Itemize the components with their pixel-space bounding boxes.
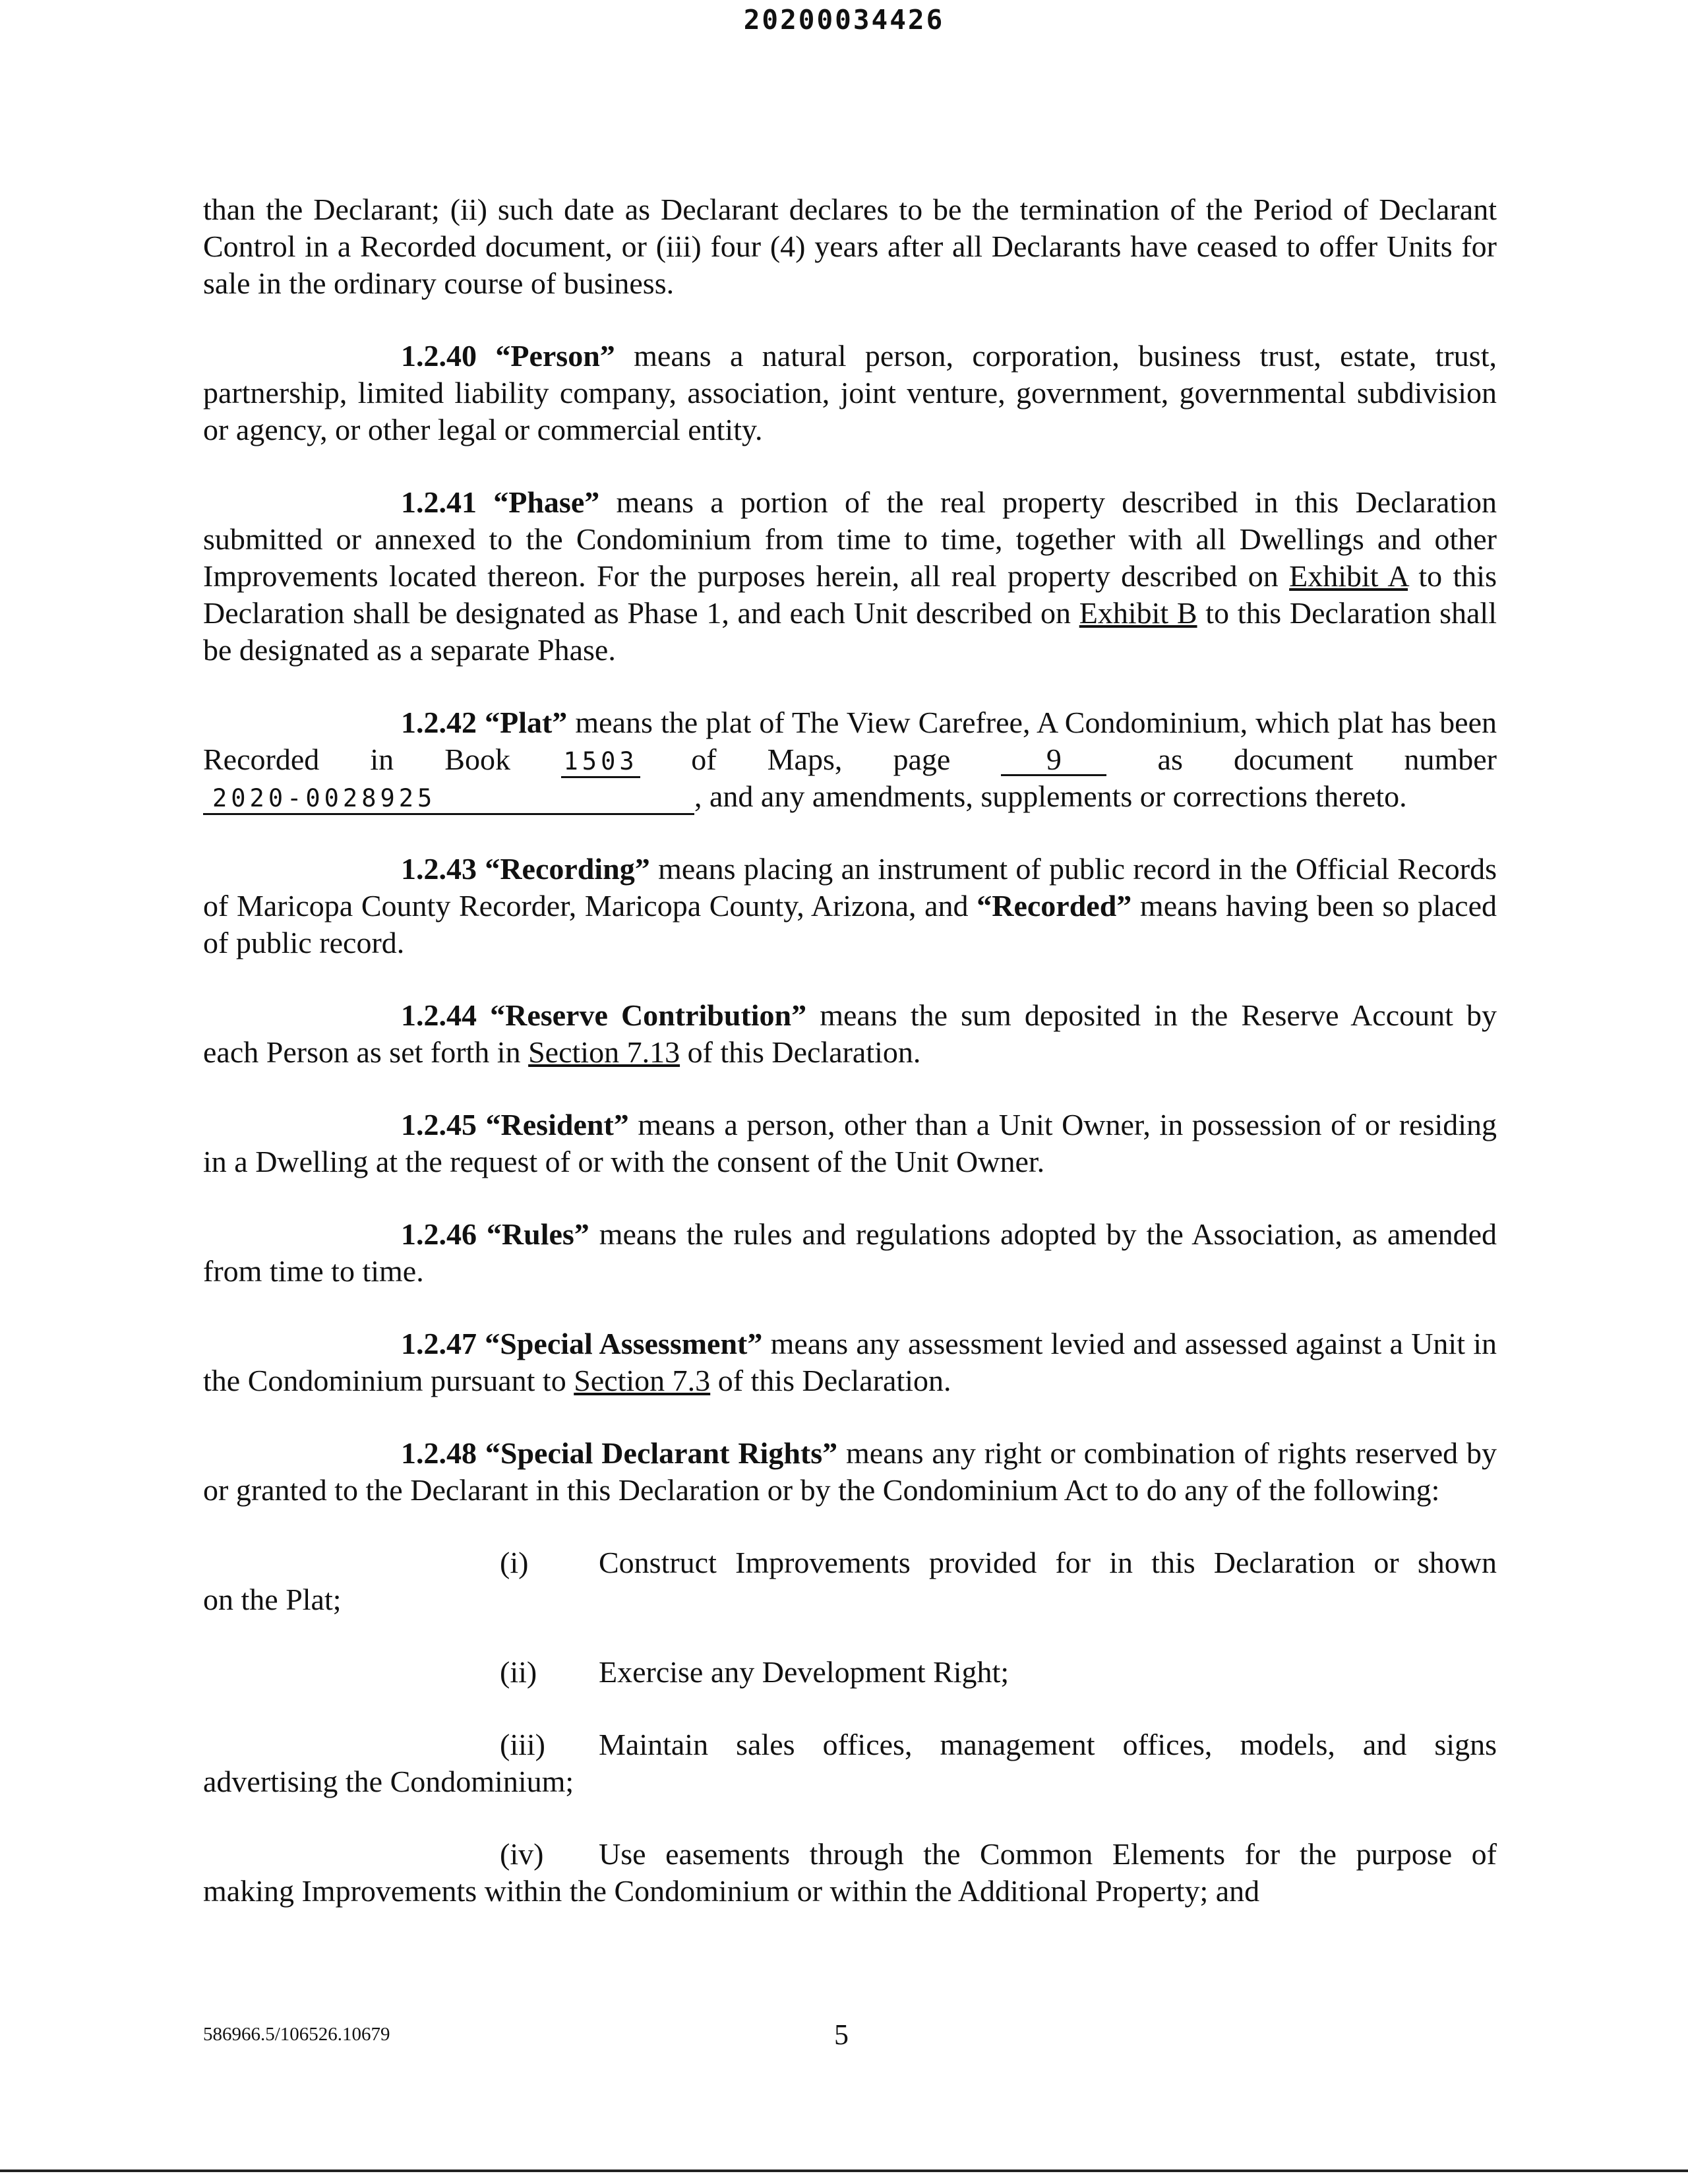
- defined-term: “Resident”: [485, 1108, 629, 1141]
- book-number-field: 1503: [561, 747, 640, 778]
- section-1-2-43: 1.2.43 “Recording” means placing an instrument of public record in the Official Records of Maricopa County Recorder, Maricopa County, Arizona, and “Recorded” means having been so placed of public record.: [203, 852, 1497, 959]
- section-1-2-44: 1.2.44 “Reserve Contribution” means the sum deposited in the Reserve Account by each Person as set forth in Section 7.13 of this Declaration.: [203, 998, 1497, 1069]
- section-1-2-42: 1.2.42 “Plat” means the plat of The View Carefree, A Condominium, which plat has been Recorded in Book 1503 of Maps, page 9 as document number 2020-0028925 , and any amendments, supplements or corrections thereto.: [203, 704, 1497, 815]
- defined-term: “Phase”: [493, 485, 600, 519]
- exhibit-a-reference: Exhibit A: [1289, 559, 1408, 593]
- defined-term: “Recording”: [485, 852, 650, 886]
- footer-document-id: 586966.5/106526.10679: [203, 2024, 390, 2045]
- section-number: 1.2.44: [401, 998, 477, 1032]
- page-number-field: 9: [1001, 745, 1106, 776]
- defined-term: “Reserve Contribution”: [490, 998, 807, 1032]
- section-1-2-46: 1.2.46 “Rules” means the rules and regulations adopted by the Association, as amended from time to time.: [203, 1217, 1497, 1288]
- defined-term: “Special Assessment”: [485, 1327, 763, 1360]
- section-number: 1.2.48: [401, 1436, 477, 1470]
- list-item: (i) Construct Improvements provided for in this Declaration or shown on the Plat;: [203, 1546, 1497, 1616]
- section-number: 1.2.47: [401, 1327, 477, 1360]
- defined-term: “Rules”: [486, 1217, 589, 1251]
- document-number-field: 2020-0028925: [203, 784, 694, 815]
- defined-term: “Special Declarant Rights”: [485, 1436, 838, 1470]
- defined-term: “Plat”: [485, 706, 568, 739]
- defined-term-recorded: “Recorded”: [977, 889, 1132, 923]
- section-number: 1.2.43: [401, 852, 477, 886]
- list-item: (ii) Exercise any Development Right;: [500, 1655, 1010, 1689]
- page-number: 5: [834, 2018, 849, 2051]
- section-1-2-48: 1.2.48 “Special Declarant Rights” means any right or combination of rights reserved by or granted to the Declarant in this Declaration or by the Condominium Act to do any of the following:: [203, 1436, 1497, 1507]
- section-number: 1.2.42: [401, 706, 477, 739]
- section-7-13-reference: Section 7.13: [528, 1035, 680, 1069]
- list-item: (iii) Maintain sales offices, management offices, models, and signs advertising the Condominium;: [203, 1728, 1497, 1798]
- defined-term: “Person”: [495, 339, 615, 373]
- exhibit-b-reference: Exhibit B: [1079, 596, 1197, 630]
- section-1-2-47: 1.2.47 “Special Assessment” means any assessment levied and assessed against a Unit in the Condominium pursuant to Section 7.3 of this Declaration.: [203, 1327, 1497, 1397]
- section-1-2-45: 1.2.45 “Resident” means a person, other than a Unit Owner, in possession of or residing in a Dwelling at the request of or with the consent of the Unit Owner.: [203, 1108, 1497, 1178]
- intro-paragraph: than the Declarant; (ii) such date as Declarant declares to be the termination of the Period of Declarant Control in a Recorded document, or (iii) four (4) years after all Declarants have ceased to offer Units for sale in the ordinary course of business.: [203, 193, 1497, 300]
- section-number: 1.2.45: [401, 1108, 477, 1141]
- section-1-2-40: 1.2.40 “Person” means a natural person, corporation, business trust, estate, trust, partnership, limited liability company, association, joint venture, government, governmental subdivision or agency, or other legal or commercial entity.: [203, 339, 1497, 446]
- list-item: (iv) Use easements through the Common Elements for the purpose of making Improvements within the Condominium or within the Additional Property; and: [203, 1837, 1497, 1908]
- scan-edge-line: [0, 2169, 1688, 2172]
- section-7-3-reference: Section 7.3: [574, 1364, 711, 1397]
- section-number: 1.2.40: [401, 339, 477, 373]
- section-1-2-41: 1.2.41 “Phase” means a portion of the real property described in this Declaration submitted or annexed to the Condominium from time to time, together with all Dwellings and other Improvements located thereon. For the purposes herein, all real property described on Exhibit A to this Declaration shall be designated as Phase 1, and each Unit described on Exhibit B to this Declaration shall be designated as a separate Phase.: [203, 485, 1497, 667]
- section-number: 1.2.41: [401, 485, 477, 519]
- section-number: 1.2.46: [401, 1217, 477, 1251]
- document-body: [203, 191, 1497, 1945]
- recording-number: 20200034426: [743, 4, 945, 36]
